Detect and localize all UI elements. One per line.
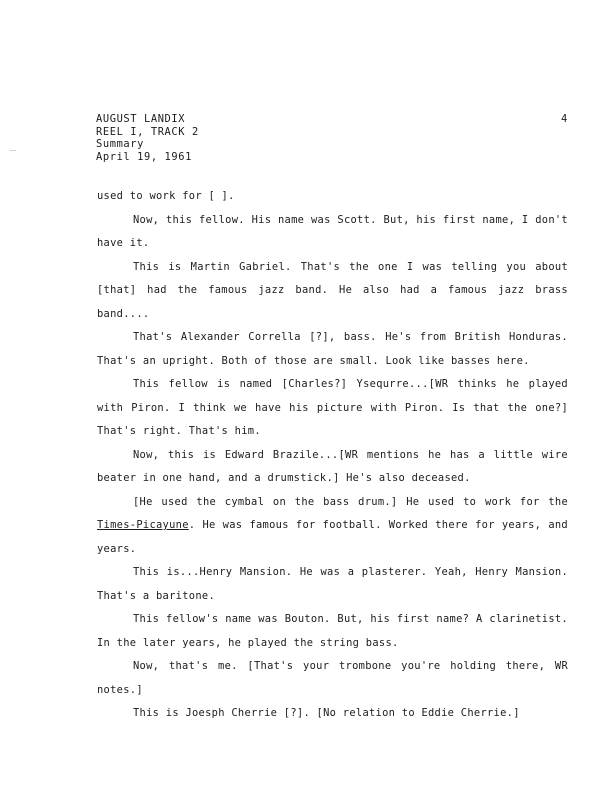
paragraph: used to work for [ ]. xyxy=(97,190,235,202)
paragraph: That's Alexander Corrella [?], bass. He's from British Honduras. That's an upright. Both of those are small. Look like basses here. xyxy=(97,331,568,367)
paragraph-text: . He was famous for football. Worked there for years, and years. xyxy=(97,519,568,555)
scan-speck xyxy=(10,150,16,151)
transcript-body xyxy=(97,185,568,726)
paragraph: This is...Henry Mansion. He was a plasterer. Yeah, Henry Mansion. That's a baritone. xyxy=(97,566,568,602)
newspaper-title: Times-Picayune xyxy=(97,519,189,531)
document-header xyxy=(96,113,199,163)
paragraph: Now, that's me. [That's your trombone you're holding there, WR notes.] xyxy=(97,660,568,696)
paragraph: This is Martin Gabriel. That's the one I was telling you about [that] had the famous jazz band. He also had a famous jazz brass band.... xyxy=(97,260,568,320)
paragraph: This is Joesph Cherrie [?]. [No relation to Eddie Cherrie.] xyxy=(133,707,520,719)
paragraph: This fellow's name was Bouton. But, his first name? A clarinetist. In the later years, he played the string bass. xyxy=(97,613,568,649)
paragraph xyxy=(97,491,568,562)
interviewee-name: AUGUST LANDIX xyxy=(96,113,186,125)
page-number: 4 xyxy=(561,113,568,125)
paragraph: Now, this is Edward Brazile...[WR mentions he has a little wire beater in one hand, and a drumstick.] He's also deceased. xyxy=(97,448,568,484)
reel-track: REEL I, TRACK 2 xyxy=(96,125,199,138)
paragraph: Now, this fellow. His name was Scott. But, his first name, I don't have it. xyxy=(97,213,568,249)
paragraph-text: [He used the cymbal on the bass drum.] He used to work for the xyxy=(133,495,568,508)
document-type: Summary xyxy=(96,138,144,150)
interview-date: April 19, 1961 xyxy=(96,150,192,163)
paragraph: This fellow is named [Charles?] Ysequrre...[WR thinks he played with Piron. I think we have his picture with Piron. Is that the one?] That's right. That's him. xyxy=(97,378,568,437)
